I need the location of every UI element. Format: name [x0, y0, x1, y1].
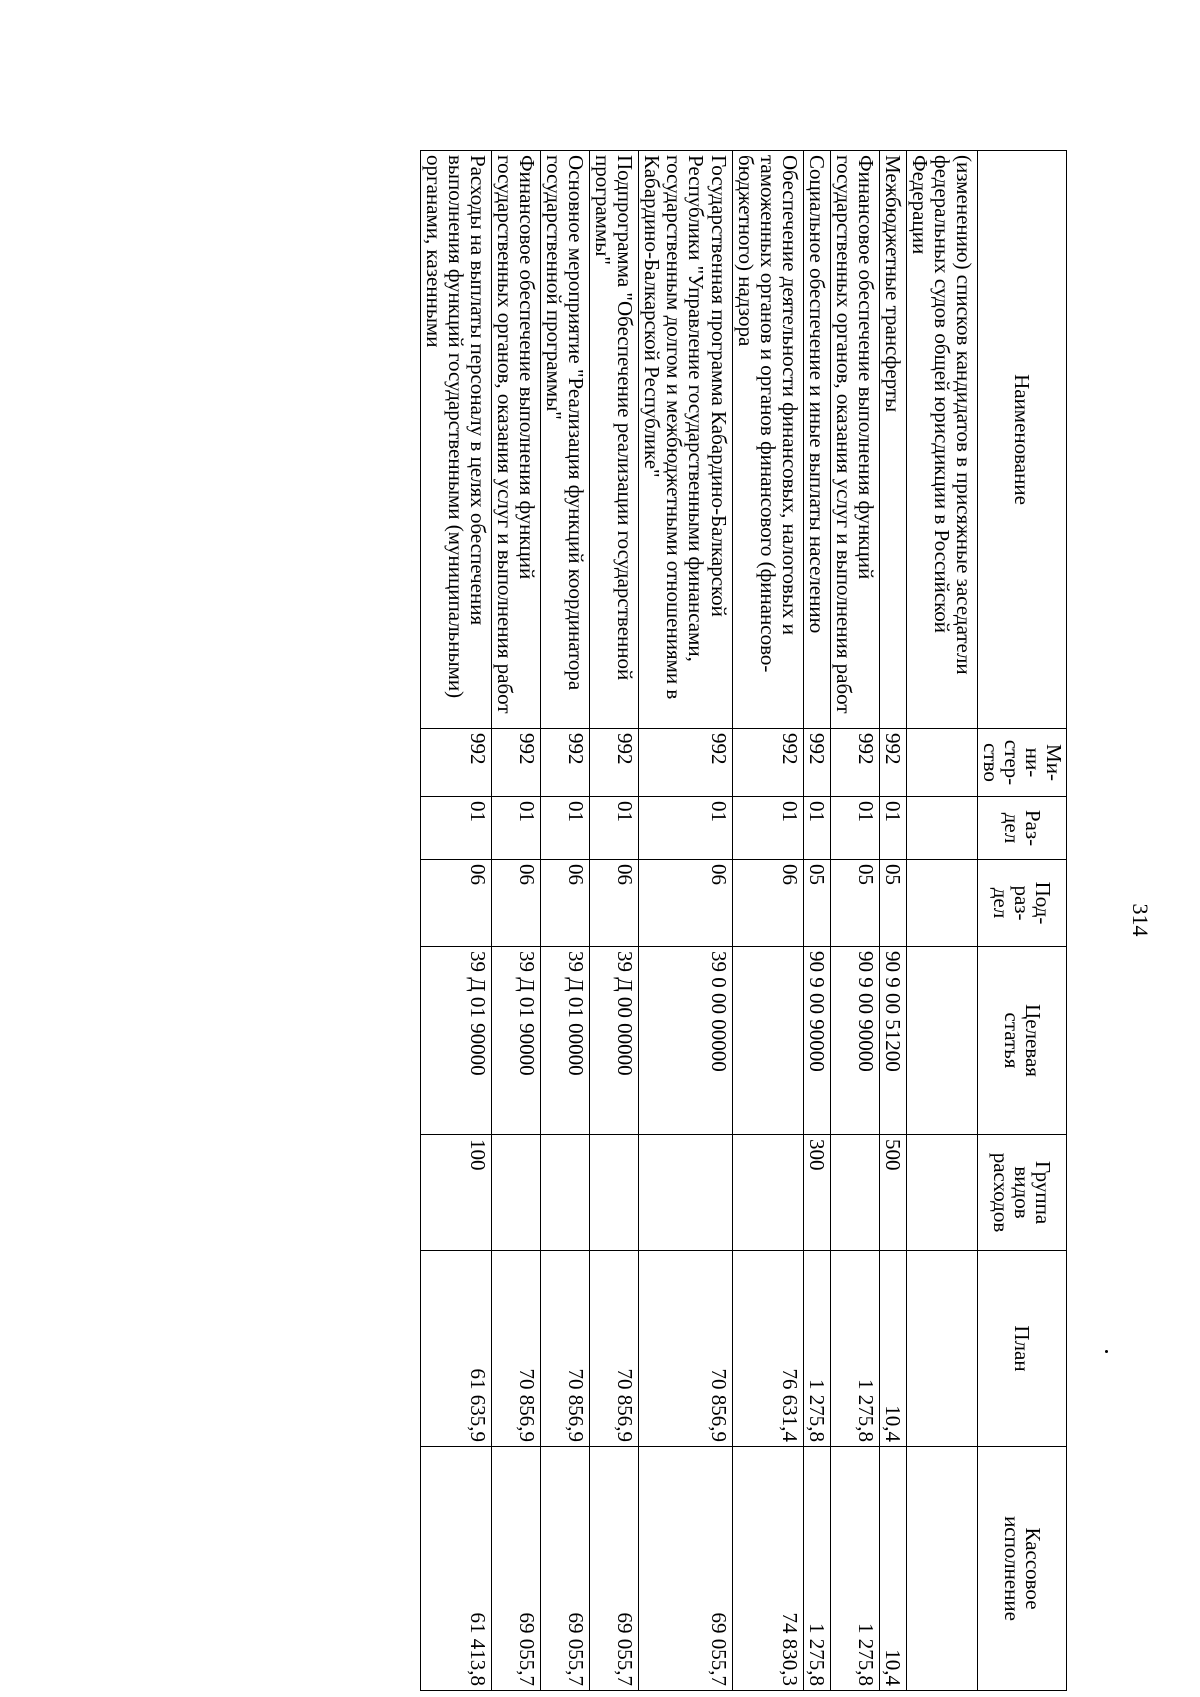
row-razdel: 01	[420, 797, 491, 860]
row-group	[732, 1135, 803, 1251]
row-podrazdel: 06	[541, 860, 590, 947]
table-header-row	[978, 151, 1067, 1691]
header-razdel: Раз- дел	[978, 797, 1067, 860]
row-plan: 70 856,9	[639, 1251, 732, 1447]
table-row	[639, 151, 732, 1691]
row-ministry: 992	[803, 729, 830, 797]
table-row	[732, 151, 803, 1691]
row-podrazdel: 06	[590, 860, 639, 947]
table-row	[803, 151, 830, 1691]
row-target: 90 9 00 90000	[803, 947, 830, 1135]
row-name: Расходы на выплаты персоналу в целях обеспечения выполнения функций государственными (муниципальными) органами, казенными	[420, 151, 491, 729]
row-plan: 61 635,9	[420, 1251, 491, 1447]
row-plan: 1 275,8	[803, 1251, 830, 1447]
table-row	[879, 151, 906, 1691]
row-target	[906, 947, 977, 1135]
header-group: Группа видов расходов	[978, 1135, 1067, 1251]
row-podrazdel: 05	[830, 860, 879, 947]
row-podrazdel: 06	[420, 860, 491, 947]
row-name: (изменению) списков кандидатов в присяжные заседатели федеральных судов общей юрисдикции в Российской Федерации	[906, 151, 977, 729]
row-podrazdel: 06	[732, 860, 803, 947]
document-table-rotated	[137, 150, 1067, 1690]
row-plan: 70 856,9	[541, 1251, 590, 1447]
header-plan: План	[978, 1251, 1067, 1447]
row-group	[639, 1135, 732, 1251]
page-number: 314	[1128, 903, 1153, 937]
row-podrazdel: 05	[803, 860, 830, 947]
header-target: Целевая статья	[978, 947, 1067, 1135]
row-plan: 70 856,9	[492, 1251, 541, 1447]
row-target: 90 9 00 90000	[830, 947, 879, 1135]
row-group	[590, 1135, 639, 1251]
header-name: Наименование	[978, 151, 1067, 729]
header-ministry: Ми- ни- стер- ство	[978, 729, 1067, 797]
budget-table	[420, 150, 1067, 1691]
row-razdel: 01	[830, 797, 879, 860]
table-row	[541, 151, 590, 1691]
row-ministry	[906, 729, 977, 797]
row-razdel: 01	[639, 797, 732, 860]
row-ministry: 992	[492, 729, 541, 797]
row-podrazdel: 06	[492, 860, 541, 947]
row-execution: 1 275,8	[830, 1447, 879, 1691]
row-target: 39 Д 01 90000	[420, 947, 491, 1135]
row-execution: 69 055,7	[639, 1447, 732, 1691]
row-group	[906, 1135, 977, 1251]
table-row	[830, 151, 879, 1691]
row-target: 39 Д 00 00000	[590, 947, 639, 1135]
row-podrazdel: 05	[879, 860, 906, 947]
row-podrazdel	[906, 860, 977, 947]
row-execution	[906, 1447, 977, 1691]
row-plan: 70 856,9	[590, 1251, 639, 1447]
row-plan	[906, 1251, 977, 1447]
row-group	[830, 1135, 879, 1251]
table-row	[906, 151, 977, 1691]
row-podrazdel: 06	[639, 860, 732, 947]
row-name: Финансовое обеспечение выполнения функций государственных органов, оказания услуг и выполнения работ	[492, 151, 541, 729]
row-target: 39 Д 01 00000	[541, 947, 590, 1135]
row-name: Межбюджетные трансферты	[879, 151, 906, 729]
row-name: Социальное обеспечение и иные выплаты населению	[803, 151, 830, 729]
row-group: 500	[879, 1135, 906, 1251]
row-razdel: 01	[541, 797, 590, 860]
row-plan: 1 275,8	[830, 1251, 879, 1447]
row-ministry: 992	[732, 729, 803, 797]
row-ministry: 992	[541, 729, 590, 797]
row-razdel: 01	[590, 797, 639, 860]
row-ministry: 992	[420, 729, 491, 797]
table-row	[420, 151, 491, 1691]
row-name: Финансовое обеспечение выполнения функций государственных органов, оказания услуг и выполнения работ	[830, 151, 879, 729]
row-execution: 74 830,3	[732, 1447, 803, 1691]
row-razdel: 01	[492, 797, 541, 860]
row-target	[732, 947, 803, 1135]
row-ministry: 992	[879, 729, 906, 797]
row-razdel: 01	[803, 797, 830, 860]
row-name: Основное мероприятие "Реализация функций координатора государственной программы"	[541, 151, 590, 729]
row-execution: 69 055,7	[541, 1447, 590, 1691]
row-ministry: 992	[590, 729, 639, 797]
row-target: 39 0 00 00000	[639, 947, 732, 1135]
scan-dot	[1105, 1350, 1108, 1353]
row-razdel: 01	[879, 797, 906, 860]
table-row	[492, 151, 541, 1691]
row-execution: 69 055,7	[492, 1447, 541, 1691]
row-name: Государственная программа Кабардино-Балкарской Республики "Управление государственными финансами, государственным долгом и межбюджетными отношениями в Кабардино-Балкарской Республике"	[639, 151, 732, 729]
row-plan: 10,4	[879, 1251, 906, 1447]
row-razdel: 01	[732, 797, 803, 860]
row-execution: 61 413,8	[420, 1447, 491, 1691]
row-execution: 10,4	[879, 1447, 906, 1691]
table-row	[590, 151, 639, 1691]
row-razdel	[906, 797, 977, 860]
row-target: 90 9 00 51200	[879, 947, 906, 1135]
row-group	[541, 1135, 590, 1251]
header-execution: Кассовое исполнение	[978, 1447, 1067, 1691]
header-podrazdel: Под- раз- дел	[978, 860, 1067, 947]
row-execution: 69 055,7	[590, 1447, 639, 1691]
row-plan: 76 631,4	[732, 1251, 803, 1447]
row-ministry: 992	[830, 729, 879, 797]
row-execution: 1 275,8	[803, 1447, 830, 1691]
row-name: Обеспечение деятельности финансовых, налоговых и таможенных органов и органов финансового (финансово-бюджетного) надзора	[732, 151, 803, 729]
row-target: 39 Д 01 90000	[492, 947, 541, 1135]
row-group: 100	[420, 1135, 491, 1251]
row-group: 300	[803, 1135, 830, 1251]
row-ministry: 992	[639, 729, 732, 797]
row-group	[492, 1135, 541, 1251]
row-name: Подпрограмма "Обеспечение реализации государственной программы"	[590, 151, 639, 729]
